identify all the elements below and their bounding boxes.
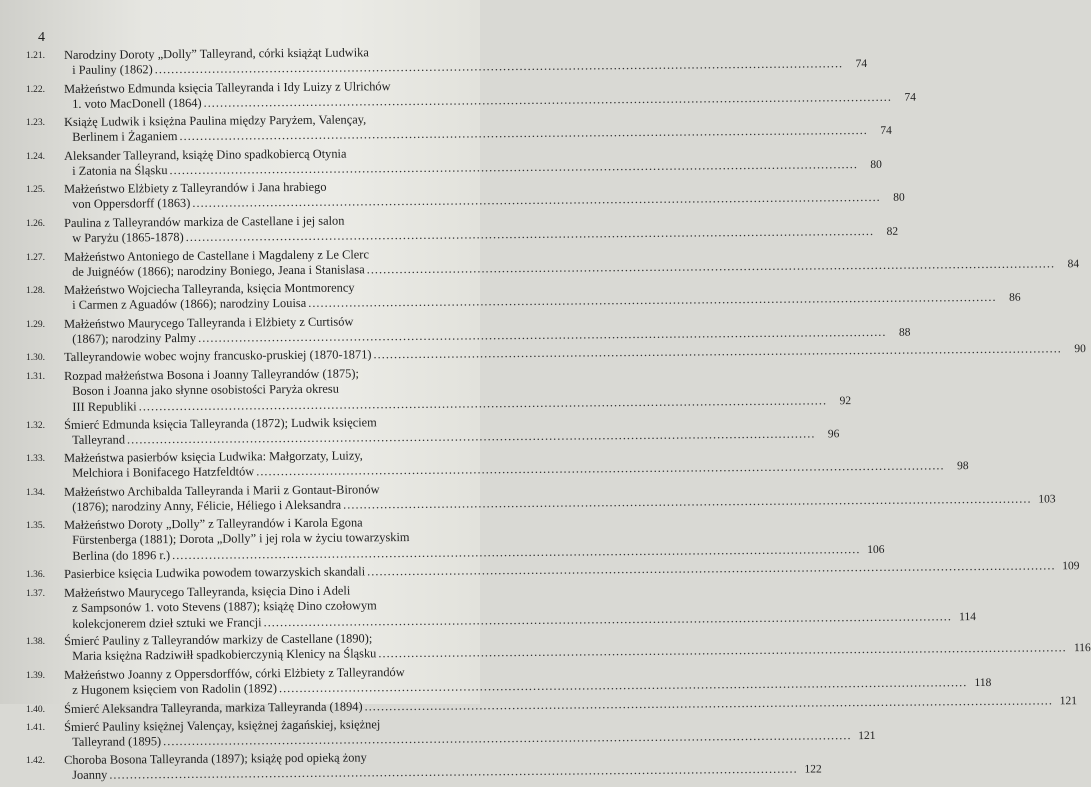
page-reference: 109 xyxy=(1062,560,1080,573)
section-number: 1.24. xyxy=(26,151,45,162)
entry-title-line: (1876); narodziny Anny, Félicie, Héliego i Aleksandra xyxy=(72,497,342,514)
entry-title-line: Narodziny Doroty „Dolly” Talleyrand, córki książąt Ludwika xyxy=(64,45,369,62)
section-number: 1.33. xyxy=(26,454,45,465)
entry-title-line: von Oppersdorff (1863) xyxy=(72,196,191,212)
page-reference: 121 xyxy=(858,730,876,743)
section-number: 1.40. xyxy=(26,704,45,715)
section-number: 1.23. xyxy=(26,118,45,129)
page-reference: 114 xyxy=(959,610,977,623)
page-reference: 74 xyxy=(904,91,917,104)
toc-entry xyxy=(26,481,1056,517)
entry-body xyxy=(64,411,839,449)
entry-body xyxy=(64,713,876,752)
entry-title-line: Małżeństwa pasierbów księcia Ludwika: Małgorzaty, Luizy, xyxy=(64,448,363,466)
entry-title-line: Pasierbice księcia Ludwika powodem towarzyskich skandali xyxy=(64,564,366,582)
entry-title-line: Małżeństwo Doroty „Dolly” z Talleyrandów i Karola Egona xyxy=(64,515,363,533)
entry-title-line: Fürstenberga (1881); Dorota „Dolly” i jej rola w życiu towarzyskim xyxy=(72,530,410,548)
entry-title-line: Berlinem i Żaganiem xyxy=(72,129,178,145)
entry-title-line: Śmierć Pauliny księżnej Valençay, księżnej żagańskiej, księżnej xyxy=(64,717,381,734)
page-number: 4 xyxy=(38,30,45,45)
section-number: 1.34. xyxy=(26,487,45,498)
entry-body xyxy=(64,275,1021,315)
section-number: 1.21. xyxy=(26,51,45,61)
section-number: 1.30. xyxy=(26,353,45,364)
toc-entry xyxy=(26,246,1080,282)
entry-title-line: z Sampsonów 1. voto Stevens (1887); książę Dino czołowym xyxy=(72,598,377,615)
entry-title-line: Książę Ludwik i księżna Paulina między Paryżem, Valençay, xyxy=(64,112,367,130)
toc-entry xyxy=(26,112,892,147)
page-reference: 103 xyxy=(1038,493,1056,506)
section-number: 1.29. xyxy=(26,319,45,330)
entry-title-line: Boson i Joanna jako słynne osobistości Paryża okresu xyxy=(72,381,339,398)
entry-title-line: Rozpad małżeństwa Bosona i Joanny Talleyrandów (1875); xyxy=(64,366,359,383)
entry-title-line: Śmierć Aleksandra Talleyranda, markiza Talleyranda (1894) xyxy=(64,698,363,716)
toc-entry xyxy=(26,280,1021,315)
entry-title-line: z Hugonem księciem von Radolin (1892) xyxy=(72,681,277,698)
entry-title-line: i Pauliny (1862) xyxy=(72,62,153,78)
entry-title-line: de Juignéów (1866); narodziny Boniego, Jeana i Stanislasa xyxy=(72,262,365,279)
entry-title-line: Melchiora i Bonifacego Hatzfeldtów xyxy=(72,464,255,481)
section-number: 1.25. xyxy=(26,185,45,196)
section-number: 1.39. xyxy=(26,670,45,681)
entry-body xyxy=(64,142,882,181)
page-reference: 118 xyxy=(974,677,992,690)
dot-leader xyxy=(367,559,1056,580)
page-reference: 74 xyxy=(880,125,892,138)
toc-entry xyxy=(26,750,822,785)
entry-body xyxy=(64,209,898,248)
entry-title-line: i Carmen z Aguadów (1866); narodziny Louisa xyxy=(72,296,307,313)
toc-entry xyxy=(26,694,1078,718)
entry-title-line: Małżeństwo Archibalda Talleyranda i Marii z Gontaut-Bironów xyxy=(64,481,380,499)
entry-body xyxy=(64,578,976,633)
entry-body xyxy=(64,747,822,785)
section-number: 1.22. xyxy=(26,84,45,95)
entry-title-line: Małżeństwo Maurycego Talleyranda i Elżbiety z Curtisów xyxy=(64,314,354,331)
page-reference: 82 xyxy=(886,225,899,239)
page-reference: 88 xyxy=(898,326,911,339)
entry-body xyxy=(64,41,867,80)
section-number: 1.27. xyxy=(26,252,45,263)
entry-title-line: III Republiki xyxy=(72,398,137,414)
page-reference: 90 xyxy=(1074,343,1086,356)
section-number: 1.37. xyxy=(26,588,45,599)
page-reference: 84 xyxy=(1067,258,1080,271)
entry-title-line: Talleyrand (1895) xyxy=(72,734,162,750)
page-reference: 106 xyxy=(867,543,885,556)
entry-title-line: Małżeństwo Elżbiety z Talleyrandów i Jana hrabiego xyxy=(64,180,327,197)
section-number: 1.36. xyxy=(26,570,45,581)
entry-title-line: Paulina z Talleyrandów markiza de Castellane i jej salon xyxy=(64,213,345,230)
section-number: 1.41. xyxy=(26,722,45,733)
toc-entry xyxy=(26,146,882,181)
entry-title-line: i Zatonia na Śląsku xyxy=(72,163,168,179)
entry-body xyxy=(64,309,911,348)
entry-title-line: Maria księżna Radziwiłł spadkobierczynią Klenicy na Śląsku xyxy=(72,646,377,664)
section-number: 1.32. xyxy=(26,420,45,431)
toc-entry xyxy=(26,448,969,483)
toc-entry xyxy=(26,631,1091,666)
toc-entry xyxy=(26,414,840,450)
toc-entry xyxy=(26,343,1086,366)
entry-body xyxy=(64,74,916,113)
page-reference: 80 xyxy=(870,158,882,172)
section-number: 1.26. xyxy=(26,218,45,229)
dot-leader xyxy=(365,693,1054,714)
entry-body xyxy=(64,443,969,482)
page-reference: 74 xyxy=(855,58,868,71)
section-number: 1.28. xyxy=(26,286,45,297)
page-reference: 86 xyxy=(1009,292,1021,305)
entry-body xyxy=(64,511,885,565)
section-number: 1.31. xyxy=(26,371,45,382)
toc-entry xyxy=(26,583,977,633)
entry-title-line: Joanny xyxy=(72,768,108,783)
toc-entry xyxy=(26,366,852,416)
toc-entry xyxy=(26,515,885,565)
entry-title-line: Małżeństwo Antoniego de Castellane i Magdaleny z Le Clerc xyxy=(64,246,369,264)
entry-title-line: Małżeństwo Joanny z Oppersdorffów, córki Elżbiety z Talleyrandów xyxy=(64,665,405,682)
entry-title-line: Małżeństwo Edmunda księcia Talleyranda i Idy Luizy z Ulrichów xyxy=(64,78,391,96)
toc-entry xyxy=(26,180,905,214)
entry-body xyxy=(64,175,905,214)
page-reference: 98 xyxy=(957,460,969,473)
entry-title-line: Choroba Bosona Talleyranda (1897); książę pod opieką żony xyxy=(64,750,367,768)
page-reference: 122 xyxy=(804,764,822,777)
toc-entry xyxy=(26,45,868,80)
table-of-contents xyxy=(26,45,1091,787)
entry-title-line: Aleksander Talleyrand, książę Dino spadkobiercą Otynia xyxy=(64,146,347,163)
entry-title-line: Śmierć Pauliny z Talleyrandów markizy de Castellane (1890); xyxy=(64,631,373,649)
entry-title-line: (1867); narodziny Palmy xyxy=(72,330,197,346)
entry-title-line: Talleyrandowie wobec wojny francusko-pruskiej (1870-1871) xyxy=(64,347,372,365)
section-number: 1.35. xyxy=(26,521,45,532)
entry-body xyxy=(64,660,991,700)
page-reference: 80 xyxy=(893,192,905,205)
entry-body xyxy=(64,108,892,147)
entry-body xyxy=(64,362,851,416)
entry-title-line: kolekcjonerem dzieł sztuki we Francji xyxy=(72,614,262,631)
toc-entry xyxy=(26,314,911,349)
toc-entry xyxy=(26,717,876,752)
entry-title-line: Małżeństwo Maurycego Talleyranda, księcia Dino i Adeli xyxy=(64,583,351,600)
toc-entry xyxy=(26,78,917,114)
entry-title-line: Małżeństwo Wojciecha Talleyranda, księcia Montmorency xyxy=(64,280,355,298)
entry-title-line: w Paryżu (1865-1878) xyxy=(72,230,184,246)
toc-entry xyxy=(26,665,992,700)
toc-entry xyxy=(26,560,1080,583)
toc-entry xyxy=(26,213,899,248)
section-number: 1.38. xyxy=(26,637,45,648)
page-reference: 116 xyxy=(1073,642,1091,655)
entry-title-line: 1. voto MacDonell (1864) xyxy=(72,95,202,111)
page-reference: 96 xyxy=(827,428,840,441)
entry-title-line: Śmierć Edmunda księcia Talleyranda (1872); Ludwik księciem xyxy=(64,414,377,432)
entry-title-line: Talleyrand xyxy=(72,432,126,447)
page-reference: 92 xyxy=(839,394,852,407)
section-number: 1.42. xyxy=(26,756,45,767)
page-reference: 121 xyxy=(1059,694,1078,707)
entry-title-line: Berlina (do 1896 r.) xyxy=(72,547,171,563)
